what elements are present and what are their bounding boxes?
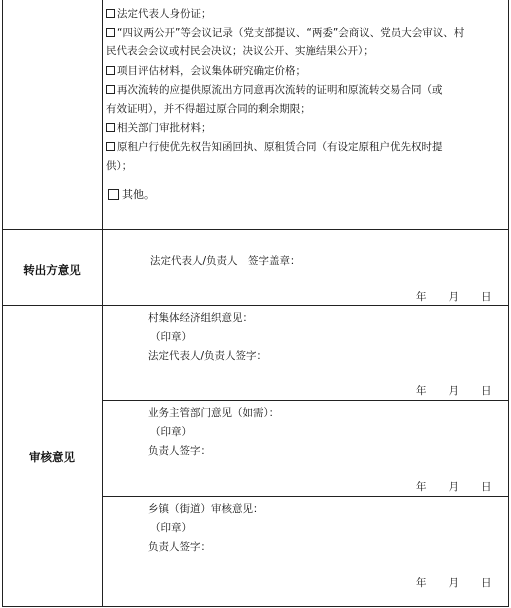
township-seal: （印章） <box>150 522 192 534</box>
row-divider-transferor <box>2 305 509 306</box>
checkbox[interactable] <box>106 28 115 37</box>
village-collective-date: 年 月 日 <box>416 385 492 397</box>
transferor-signature: 法定代表人/负责人 签字盖章： <box>150 255 301 267</box>
row-divider-review-2 <box>102 496 509 497</box>
township-signature: 负责人签字： <box>148 541 211 553</box>
village-collective-seal: （印章） <box>150 331 192 343</box>
row-divider-review-1 <box>102 400 509 401</box>
village-collective-signature: 法定代表人/负责人签字： <box>148 350 268 362</box>
village-collective-opinion: 村集体经济组织意见： <box>148 312 253 324</box>
transferor-date: 年 月 日 <box>416 291 492 303</box>
checklist-item-other[interactable]: 其他。 <box>108 188 155 202</box>
checklist-item[interactable]: 原租户行使优先权告知函回执、原租赁合同（有设定原租户优先权时提 <box>106 140 443 154</box>
checklist-item-continued: 有效证明），并不得超过原合同的剩余期限； <box>106 103 311 115</box>
checklist-item[interactable]: “四议两公开”等会议记录（党支部提议、“两委”会商议、党员大会审议、村 <box>106 26 464 40</box>
township-date: 年 月 日 <box>416 577 492 589</box>
border-bottom <box>2 606 509 607</box>
township-opinion: 乡镇（街道）审核意见： <box>148 503 264 515</box>
checkbox[interactable] <box>106 123 115 132</box>
transferor-opinion-label: 转出方意见 <box>23 263 81 277</box>
column-divider <box>102 0 103 607</box>
department-opinion: 业务主管部门意见（如需）： <box>148 407 280 419</box>
checklist-item[interactable]: 项目评估材料，会议集体研究确定价格； <box>106 64 306 78</box>
checkbox[interactable] <box>106 9 115 18</box>
checklist-item[interactable]: 相关部门审批材料； <box>106 121 212 135</box>
department-signature: 负责人签字： <box>148 445 211 457</box>
review-opinion-label: 审核意见 <box>29 450 75 464</box>
row-divider-materials <box>2 229 509 230</box>
department-seal: （印章） <box>150 426 192 438</box>
checklist-item-continued: 供）； <box>106 160 133 172</box>
border-right <box>508 0 509 607</box>
checkbox[interactable] <box>106 142 115 151</box>
checklist-item[interactable]: 再次流转的应提供原流出方同意再次流转的证明和原流转交易合同（或 <box>106 83 443 97</box>
checklist-item[interactable]: 法定代表人身份证； <box>106 7 212 21</box>
border-left <box>2 0 3 607</box>
checkbox[interactable] <box>106 85 115 94</box>
checkbox[interactable] <box>108 189 119 200</box>
department-date: 年 月 日 <box>416 481 492 493</box>
checkbox[interactable] <box>106 66 115 75</box>
checklist-item-continued: 民代表会会议或村民会决议；决议公开、实施结果公开）； <box>106 45 374 57</box>
